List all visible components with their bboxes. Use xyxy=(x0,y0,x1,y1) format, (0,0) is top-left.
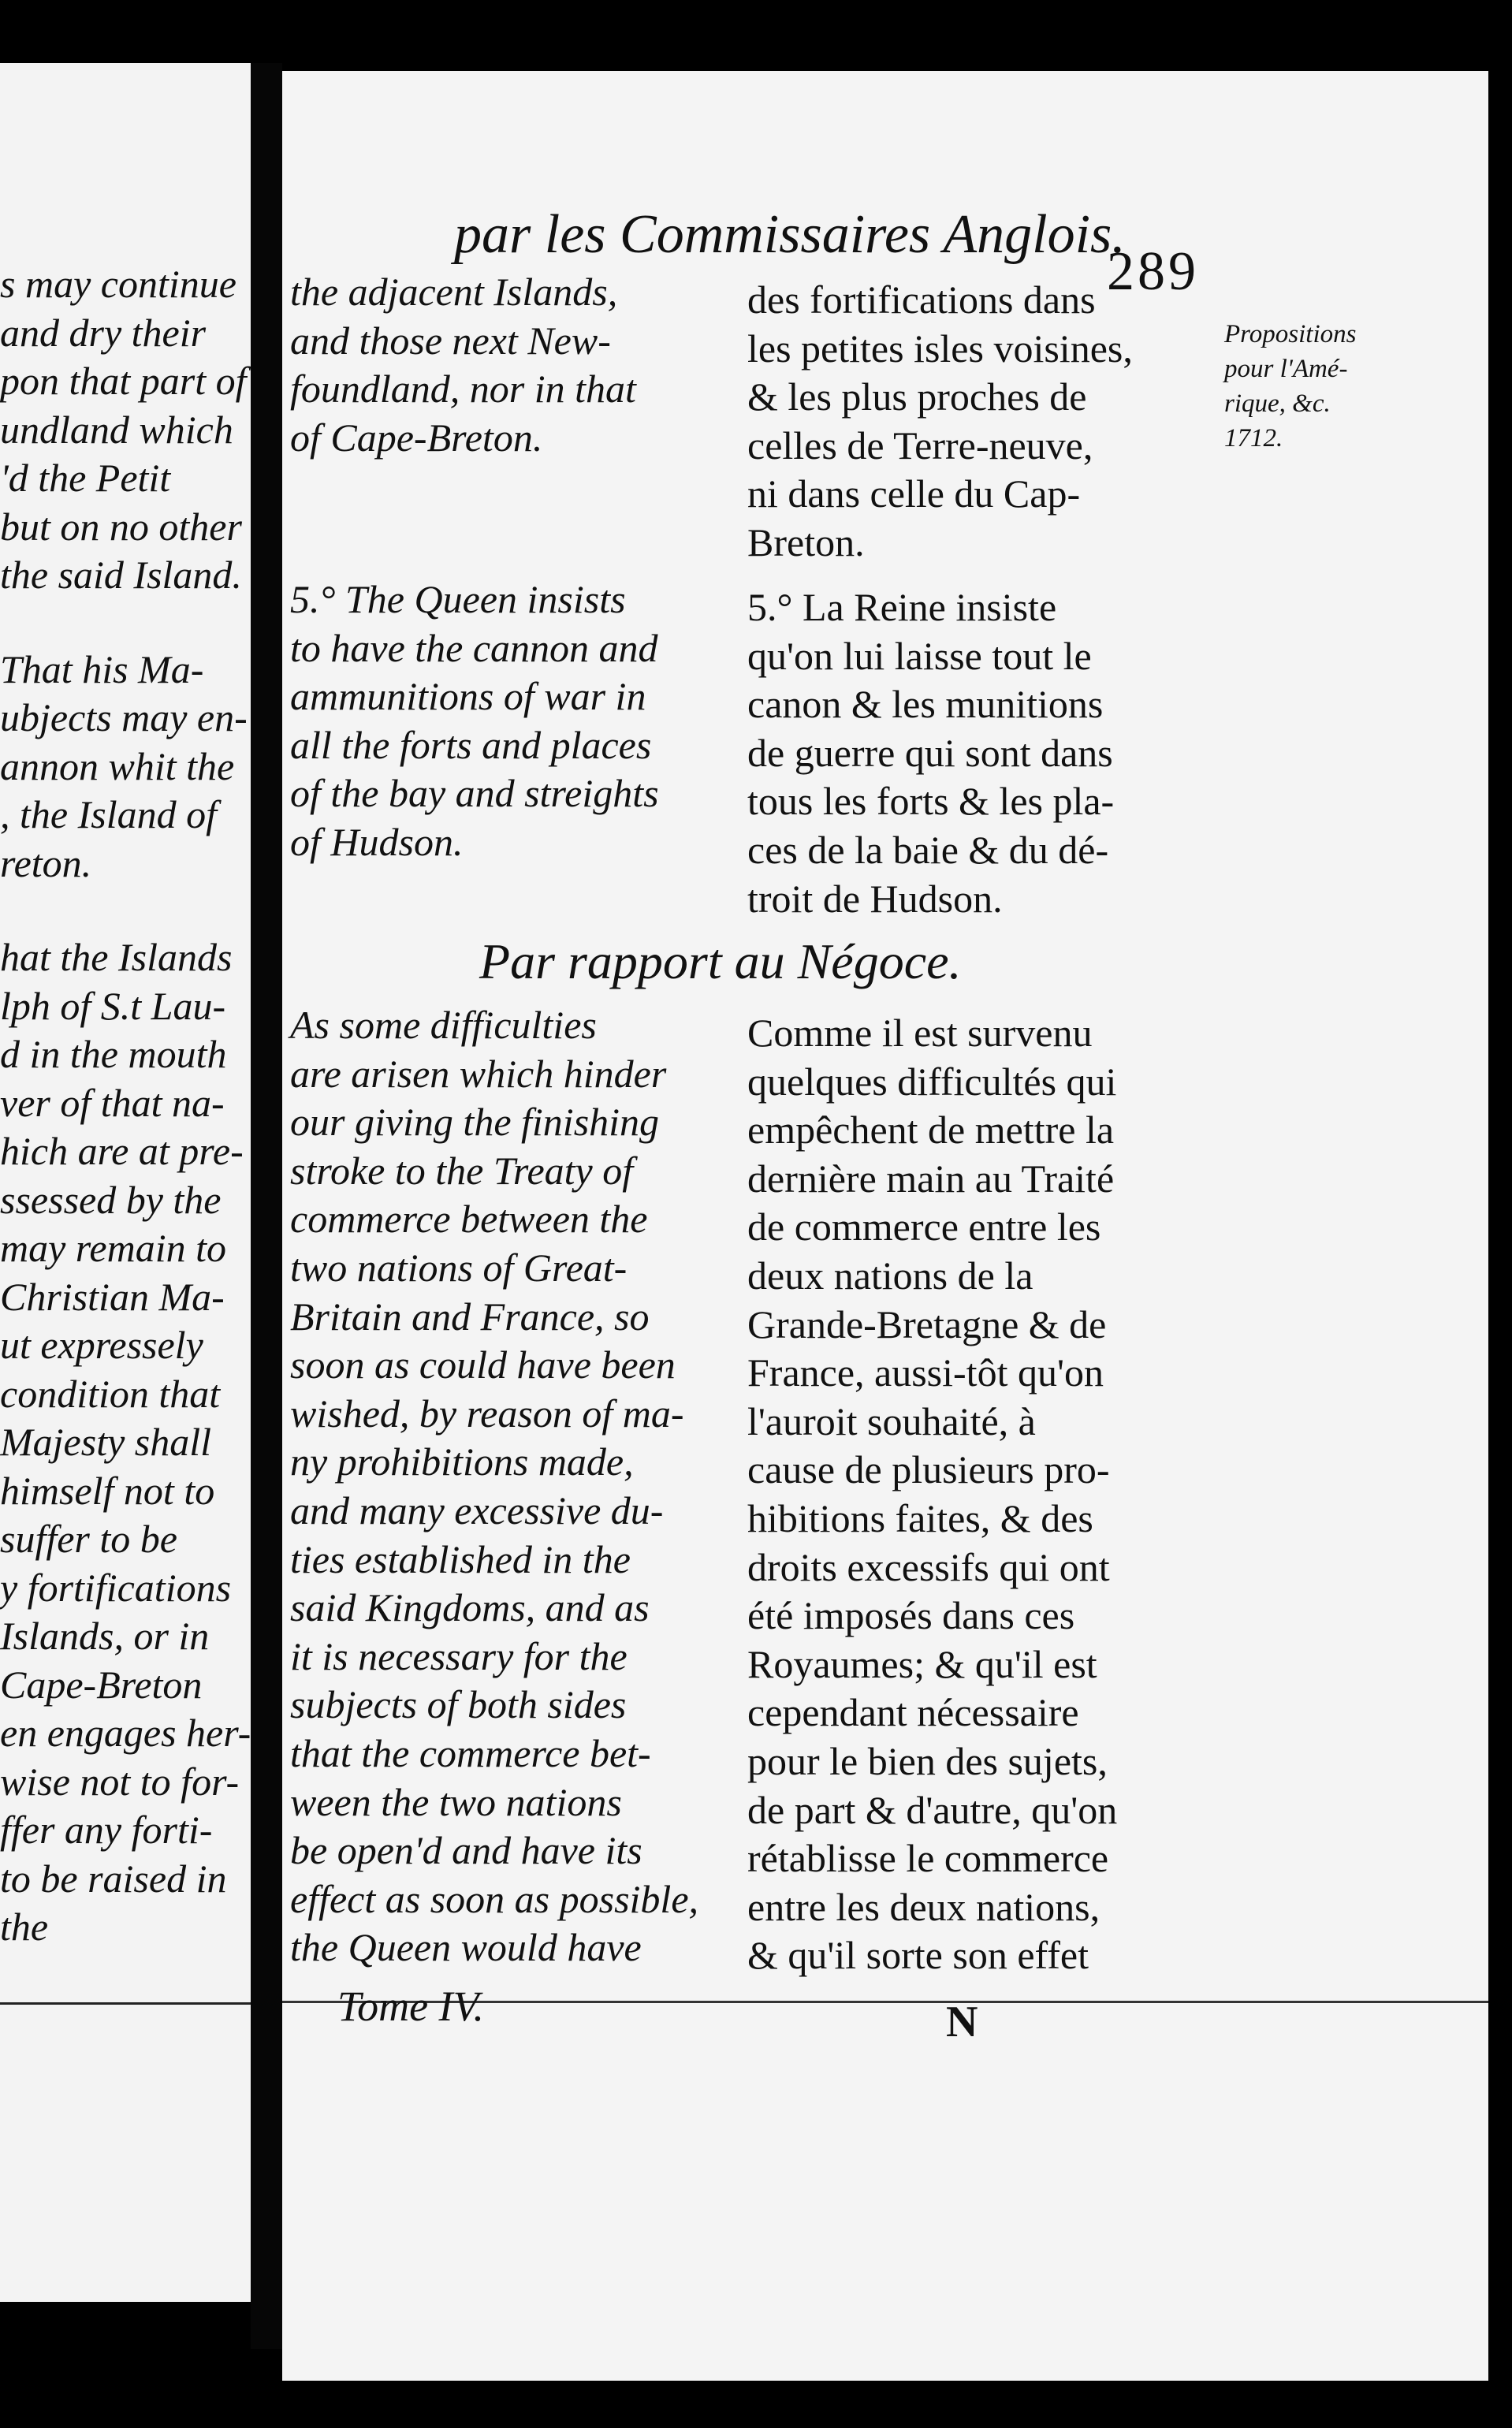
english-line: effect as soon as possible, xyxy=(290,1876,699,1921)
french-line: l'auroit souhaité, à xyxy=(747,1398,1036,1443)
left-line: suffer to be xyxy=(0,1517,177,1561)
left-line: wise not to for- xyxy=(0,1759,240,1804)
english-line: it is necessary for the xyxy=(290,1633,628,1678)
left-line: Islands, or in xyxy=(0,1614,210,1658)
french-line: France, aussi-tôt qu'on xyxy=(747,1350,1104,1395)
french-paragraph-1 xyxy=(747,276,1189,568)
left-line: ut expressely xyxy=(0,1323,203,1367)
english-line: subjects of both sides xyxy=(290,1682,627,1727)
left-line: annon whit the xyxy=(0,743,235,788)
english-paragraph-2 xyxy=(290,575,732,867)
french-line: troit de Hudson. xyxy=(747,876,1003,921)
english-line: soon as could have been xyxy=(290,1342,676,1387)
french-line: ces de la baie & du dé- xyxy=(747,827,1109,872)
left-line: Cape-Breton xyxy=(0,1662,203,1707)
french-line: rétablisse le commerce xyxy=(747,1836,1109,1881)
english-line: of the bay and streights xyxy=(290,771,659,816)
left-line: Christian Ma- xyxy=(0,1274,225,1319)
french-line: Breton. xyxy=(747,519,865,564)
margin-note-line: pour l'Amé- xyxy=(1224,355,1348,383)
left-line: en engages her- xyxy=(0,1711,251,1755)
english-line: stroke to the Treaty of xyxy=(290,1148,634,1193)
running-head: par les Commissaires Anglois. xyxy=(454,204,1126,265)
left-line: , the Island of xyxy=(0,792,217,836)
left-page-rule xyxy=(0,2002,251,2005)
french-line: hibitions faites, & des xyxy=(747,1495,1093,1540)
english-paragraph-3 xyxy=(290,1001,732,1972)
english-line: ween the two nations xyxy=(290,1779,622,1824)
english-line: wished, by reason of ma- xyxy=(290,1391,684,1436)
right-page xyxy=(282,71,1488,2381)
french-paragraph-2 xyxy=(747,583,1189,923)
french-line: cependant nécessaire xyxy=(747,1690,1079,1735)
french-line: les petites isles voisines, xyxy=(747,326,1133,371)
french-line: deux nations de la xyxy=(747,1253,1033,1298)
english-line: ammunitions of war in xyxy=(290,674,646,719)
left-line: hich are at pre- xyxy=(0,1129,244,1173)
english-line: and many excessive du- xyxy=(290,1488,664,1532)
english-line: ny prohibitions made, xyxy=(290,1439,634,1484)
french-paragraph-3 xyxy=(747,1009,1189,1980)
french-line: Royaumes; & qu'il est xyxy=(747,1641,1097,1686)
english-line: that the commerce bet- xyxy=(290,1730,651,1775)
left-line: lph of S.t Lau- xyxy=(0,983,226,1028)
english-line: Britain and France, so xyxy=(290,1294,650,1339)
french-line: entre les deux nations, xyxy=(747,1884,1100,1929)
french-line: canon & les munitions xyxy=(747,682,1104,727)
french-line: de commerce entre les xyxy=(747,1205,1101,1249)
french-line: & qu'il sorte son effet xyxy=(747,1933,1089,1978)
left-line: ffer any forti- xyxy=(0,1808,213,1852)
french-line: des fortifications dans xyxy=(747,277,1096,322)
french-line: dernière main au Traité xyxy=(747,1156,1115,1201)
left-line: and dry their xyxy=(0,310,207,355)
left-line: to be raised in xyxy=(0,1856,227,1901)
left-line: ver of that na- xyxy=(0,1080,225,1125)
section-heading: Par rapport au Négoce. xyxy=(479,933,962,989)
french-line: 5.° La Reine insiste xyxy=(747,585,1057,629)
left-line: ubjects may en- xyxy=(0,695,248,739)
english-line: 5.° The Queen insists xyxy=(290,577,626,621)
left-line: ssessed by the xyxy=(0,1177,222,1222)
left-line: hat the Islands xyxy=(0,935,233,979)
left-line: y fortifications xyxy=(0,1565,232,1610)
margin-note xyxy=(1224,317,1406,456)
english-line: commerce between the xyxy=(290,1197,648,1242)
left-line: may remain to xyxy=(0,1226,226,1270)
english-paragraph-1 xyxy=(290,268,732,462)
english-line: ties established in the xyxy=(290,1536,631,1581)
left-line: Majesty shall xyxy=(0,1420,212,1464)
english-line: are arisen which hinder xyxy=(290,1051,667,1096)
left-line: d in the mouth xyxy=(0,1032,227,1076)
french-line: Comme il est survenu xyxy=(747,1011,1093,1055)
english-line: the adjacent Islands, xyxy=(290,270,618,314)
english-line: foundland, nor in that xyxy=(290,367,636,411)
english-line: our giving the finishing xyxy=(290,1100,660,1145)
french-line: ni dans celle du Cap- xyxy=(747,471,1081,516)
french-line: tous les forts & les pla- xyxy=(747,779,1115,824)
left-line: the said Island. xyxy=(0,553,242,597)
left-line: That his Ma- xyxy=(0,646,204,691)
left-line: s may continue xyxy=(0,262,236,306)
left-line: the xyxy=(0,1905,49,1949)
english-line: As some difficulties xyxy=(290,1003,597,1047)
left-line: but on no other xyxy=(0,504,242,549)
french-line: & les plus proches de xyxy=(747,374,1087,419)
french-line: de guerre qui sont dans xyxy=(747,730,1113,775)
french-line: cause de plusieurs pro- xyxy=(747,1447,1110,1492)
left-line: condition that xyxy=(0,1371,221,1416)
left-page-text xyxy=(0,260,251,1952)
french-line: droits excessifs qui ont xyxy=(747,1544,1110,1589)
english-line: two nations of Great- xyxy=(290,1245,628,1290)
signature-mark-volume: Tome IV. xyxy=(337,1983,485,2030)
french-line: qu'on lui laisse tout le xyxy=(747,633,1092,678)
margin-note-line: rique, &c. xyxy=(1224,389,1331,418)
margin-note-line: Propositions xyxy=(1224,320,1357,348)
french-line: pour le bien des sujets, xyxy=(747,1738,1108,1783)
english-line: the Queen would have xyxy=(290,1925,642,1970)
english-line: be open'd and have its xyxy=(290,1828,642,1873)
signature-mark-letter: N xyxy=(946,1998,978,2046)
english-line: and those next New- xyxy=(290,318,611,363)
left-line: reton. xyxy=(0,840,92,885)
left-line: undland which xyxy=(0,407,233,452)
page-number: 289 xyxy=(1107,241,1199,302)
book-spine xyxy=(251,63,282,2349)
english-line: to have the cannon and xyxy=(290,625,658,670)
french-line: de part & d'autre, qu'on xyxy=(747,1787,1118,1832)
english-line: of Hudson. xyxy=(290,819,464,864)
left-line: pon that part of xyxy=(0,359,247,403)
margin-note-line: 1712. xyxy=(1224,424,1283,452)
french-line: empêchent de mettre la xyxy=(747,1108,1115,1153)
left-facing-page xyxy=(0,63,251,2302)
english-line: all the forts and places xyxy=(290,722,652,767)
english-line: of Cape-Breton. xyxy=(290,415,543,460)
left-line: himself not to xyxy=(0,1468,215,1513)
french-line: Grande-Bretagne & de xyxy=(747,1302,1107,1346)
english-line: said Kingdoms, and as xyxy=(290,1585,650,1630)
french-line: quelques difficultés qui xyxy=(747,1059,1117,1104)
left-line: 'd the Petit xyxy=(0,456,171,500)
french-line: celles de Terre-neuve, xyxy=(747,423,1093,467)
french-line: été imposés dans ces xyxy=(747,1593,1075,1638)
